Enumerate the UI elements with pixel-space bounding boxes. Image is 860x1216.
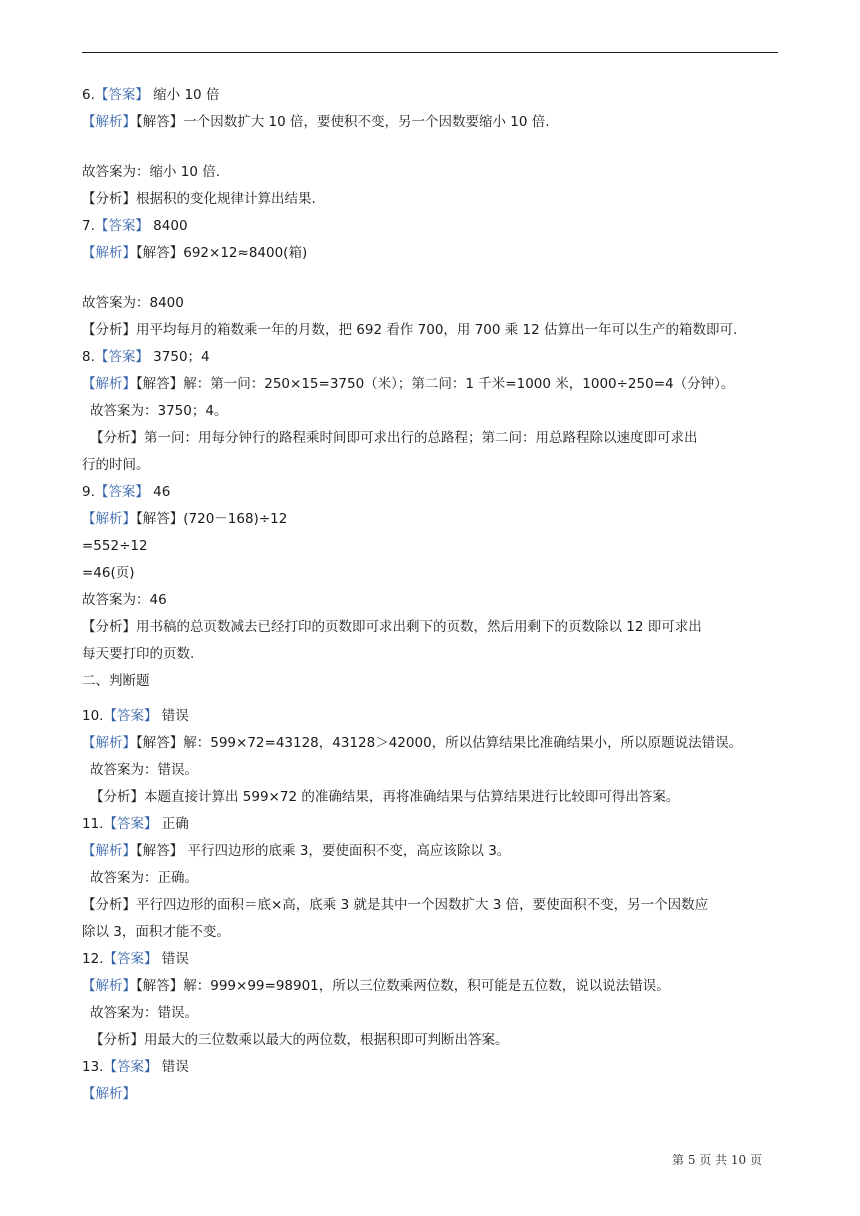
q6-conclusion: 故答案为：缩小 10 倍. bbox=[82, 164, 221, 180]
solution-text: 【解答】解：第一问：250×15=3750（米）；第二问：1 千米=1000 米，1000÷250=4（分钟）。 bbox=[136, 376, 735, 392]
q7-conclusion: 故答案为：8400 bbox=[82, 295, 184, 311]
q8-note-line2: 行的时间。 bbox=[82, 457, 150, 473]
q8-note-line1: 【分析】第一问：用每分钟行的路程乘时间即可求出行的总路程；第二问：用总路程除以速度即可求出 bbox=[90, 430, 698, 446]
analysis-tag: 【解析】 bbox=[82, 735, 136, 751]
answer-value: 错误 bbox=[157, 1059, 189, 1075]
q10-solution-line bbox=[82, 730, 782, 757]
analysis-tag: 【解析】 bbox=[82, 511, 136, 527]
question-number: 6. bbox=[82, 87, 95, 103]
answer-tag: 【答案】 bbox=[94, 218, 149, 234]
question-number: 7. bbox=[82, 218, 95, 234]
q13-answer-line bbox=[82, 1054, 782, 1081]
answer-value: 3750；4 bbox=[148, 349, 210, 365]
analysis-tag: 【解析】 bbox=[82, 114, 136, 130]
q6-note: 【分析】根据积的变化规律计算出结果. bbox=[82, 191, 316, 207]
question-number: 8. bbox=[82, 349, 95, 365]
section-heading: 二、判断题 bbox=[82, 673, 150, 689]
question-number: 11. bbox=[82, 816, 104, 832]
q11-answer-line bbox=[82, 811, 782, 838]
q9-note-line1: 【分析】用书稿的总页数减去已经打印的页数即可求出剩下的页数，然后用剩下的页数除以 12 即可求出 bbox=[82, 619, 702, 635]
q12-answer-line bbox=[82, 946, 782, 973]
q10-conclusion: 故答案为：错误。 bbox=[90, 762, 198, 778]
q12-conclusion: 故答案为：错误。 bbox=[90, 1005, 198, 1021]
q9-conclusion: 故答案为：46 bbox=[82, 592, 167, 608]
q7-answer-line bbox=[82, 213, 782, 240]
analysis-tag: 【解析】 bbox=[82, 978, 136, 994]
q9-solution-line bbox=[82, 506, 782, 533]
q9-step1: =552÷12 bbox=[82, 538, 148, 554]
q11-conclusion: 故答案为：正确。 bbox=[90, 870, 198, 886]
answer-tag: 【答案】 bbox=[103, 708, 158, 724]
answer-tag: 【答案】 bbox=[103, 1059, 158, 1075]
q7-solution-line bbox=[82, 240, 782, 267]
q11-note-line1: 【分析】平行四边形的面积＝底×高，底乘 3 就是其中一个因数扩大 3 倍，要使面积不变，另一个因数应 bbox=[82, 897, 709, 913]
question-number: 10. bbox=[82, 708, 104, 724]
q8-answer-line bbox=[82, 344, 782, 371]
q11-solution-line bbox=[82, 838, 782, 865]
q13-analysis-line bbox=[82, 1081, 782, 1108]
q8-solution-line bbox=[82, 371, 782, 398]
q11-note-line2: 除以 3，面积才能不变。 bbox=[82, 924, 230, 940]
answer-tag: 【答案】 bbox=[94, 484, 149, 500]
answer-value: 错误 bbox=[157, 708, 189, 724]
answer-tag: 【答案】 bbox=[94, 87, 149, 103]
q9-step2: =46(页) bbox=[82, 565, 135, 581]
solution-text: 【解答】解：999×99=98901，所以三位数乘两位数，积可能是五位数，说以说法错误。 bbox=[136, 978, 670, 994]
answer-content bbox=[82, 82, 782, 1108]
q8-conclusion: 故答案为：3750；4。 bbox=[90, 403, 228, 419]
solution-text: 【解答】一个因数扩大 10 倍，要使积不变，另一个因数要缩小 10 倍. bbox=[136, 114, 550, 130]
answer-value: 8400 bbox=[148, 218, 188, 234]
q12-note: 【分析】用最大的三位数乘以最大的两位数，根据积即可判断出答案。 bbox=[90, 1032, 509, 1048]
q10-note: 【分析】本题直接计算出 599×72 的准确结果，再将准确结果与估算结果进行比较即可得出答案。 bbox=[90, 789, 680, 805]
q6-solution-line bbox=[82, 109, 782, 136]
solution-text: 【解答】692×12≈8400(箱) bbox=[136, 245, 308, 261]
analysis-tag: 【解析】 bbox=[82, 245, 136, 261]
q6-answer-line bbox=[82, 82, 782, 109]
analysis-tag: 【解析】 bbox=[82, 376, 136, 392]
answer-value: 46 bbox=[148, 484, 171, 500]
question-number: 12. bbox=[82, 951, 104, 967]
answer-value: 错误 bbox=[157, 951, 189, 967]
q7-note: 【分析】用平均每月的箱数乘一年的月数，把 692 看作 700，用 700 乘 12 估算出一年可以生产的箱数即可. bbox=[82, 322, 738, 338]
q10-answer-line bbox=[82, 703, 782, 730]
analysis-tag: 【解析】 bbox=[82, 843, 136, 859]
solution-text: 【解答】(720－168)÷12 bbox=[136, 511, 288, 527]
question-number: 9. bbox=[82, 484, 95, 500]
analysis-tag: 【解析】 bbox=[82, 1086, 136, 1102]
answer-tag: 【答案】 bbox=[103, 816, 158, 832]
question-number: 13. bbox=[82, 1059, 104, 1075]
answer-tag: 【答案】 bbox=[94, 349, 149, 365]
answer-tag: 【答案】 bbox=[103, 951, 158, 967]
page-number: 第 5 页 共 10 页 bbox=[672, 1153, 762, 1167]
answer-value: 缩小 10 倍 bbox=[148, 87, 220, 103]
q9-answer-line bbox=[82, 479, 782, 506]
solution-text: 【解答】 平行四边形的底乘 3，要使面积不变，高应该除以 3。 bbox=[136, 843, 511, 859]
q12-solution-line bbox=[82, 973, 782, 1000]
answer-value: 正确 bbox=[157, 816, 189, 832]
header-rule bbox=[82, 52, 778, 53]
solution-text: 【解答】解：599×72=43128，43128＞42000，所以估算结果比准确结果小，所以原题说法错误。 bbox=[136, 735, 743, 751]
q9-note-line2: 每天要打印的页数. bbox=[82, 646, 195, 662]
